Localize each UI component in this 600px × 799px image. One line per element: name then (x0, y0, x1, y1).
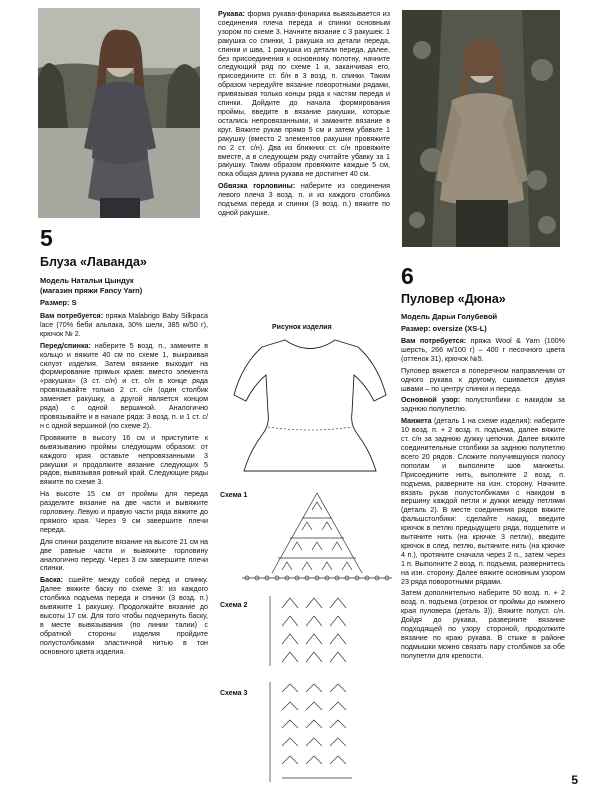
section-6-body (401, 337, 565, 664)
paragraph-text: Провяжите в высоту 16 см и приступите к вывязыванию проймы следующим образом: от каждого края оставьте непровязанными 3 ракушки и продолжите вязание следующих 5 рядов, вывязывая ровный край. Следующие ряды вяжите по схеме 3. (40, 433, 208, 487)
paragraph (40, 434, 208, 487)
paragraph (40, 490, 208, 535)
paragraph-lead: Вам потребуется: (40, 312, 104, 320)
paragraph-text: Пуловер вяжется в поперечном направлении от одного рукава к другому, сшивается двумя швами – по центру спинки и переда. (401, 366, 565, 393)
paragraph-lead: Манжета (401, 417, 432, 426)
paragraph-text: полустолбики с накидом за заднюю полупетлю. (401, 396, 565, 414)
paragraph-text: пряжа Wool & Yarn (100% шерсть, 266 м/100 г) – 400 г песочного цвета (оттенок 31), крючок №5. (401, 337, 565, 363)
paragraph (401, 396, 565, 414)
paragraph-text: (деталь 1 на схеме изделия): наберите 10 возд. п. + 2 возд. п. подъема, далее вяжите ст. с/н за заднюю дужку цепочки. Далее вяжите соединительные столбики за заднюю полупетлю всего 20 рядов. Сложите получившуюся полосу пополам и выполните шов манжеты. Присоедините нить, выполните 2 возд. п. подъема, разверните на изн. сторону. Начните вязать рукав полустолбиками с накидом в вершину каждой петли и дужки между петлями (деталь 2). В месте соединения рядов вяжите фальшстолбики: сделайте накид, введите крючок в петлю предыдущего ряда, подцепите и вытяните нить (на крючке 3 петли), введите крючок в след. петлю, вытяните нить (на крючке 4 п.), протяните сначала через 2 п., затем через 1 п. Выполните 2 возд. п. подъема, развернитесь на изн. сторону. Далее вяжите основным узором 23 ряда поворотными рядами. (401, 417, 565, 586)
paragraph (40, 576, 208, 656)
photo-lavender-blouse (38, 8, 200, 218)
section-6-model: Модель Дарьи Голубевой (401, 312, 498, 321)
photo-dune-pullover (402, 10, 560, 247)
paragraph (40, 342, 208, 431)
figure-title: Рисунок изделия (272, 324, 332, 331)
section-6-number: 6 (401, 263, 414, 289)
garment-sketch (230, 335, 390, 475)
paragraph (40, 538, 208, 574)
paragraph-lead: Обвязка горловины: (218, 182, 296, 191)
photo-lavender-blouse-art (38, 8, 200, 218)
paragraph-text: форма рукава-фонарика вывязывается из соединения плеча переда и спинки основным узором по схеме 3. Начните вязание с 3 ракушек: 1 ракушка со спинки, 1 ракушка из детали переда, спинки и шва, 1 ракушка из детали переда, далее, без присоединения к основному полотну, начните следующий ряд по схеме 1 и, заканчивая его, присоедините ст. б/н в 3 возд. п. спинки. Таким образом чередуйте вязание поворотными рядами, привязывая только концы ряда к частям переда и спинки. Дойдите до начала формирования проймы, введите в вязание ракушки, которые остались непровязанными, и замкните вязание в круг. Вяжите рукав прямо 5 см и затем убавьте 1 ракушку (вместо 2 элементов ракушки провяжите по 2 ст. с/н). Два из ближних ст. с/н провяжите вместе, а в следующем ряду считайте убавку за 1 ракушку. Таким образом провяжите каждые 5 см, пока общая длина рукава не достигнет 40 см. (218, 10, 390, 179)
size-value: S (71, 298, 77, 307)
size-label: Размер: (401, 324, 431, 333)
section-6-size (401, 324, 487, 333)
size-value: oversize (XS-L) (432, 324, 487, 333)
paragraph (401, 417, 565, 586)
section-6-title: Пуловер «Дюна» (401, 292, 506, 306)
paragraph (40, 312, 208, 339)
schema-2-label: Схема 2 (220, 602, 248, 609)
paragraph-text: наберите 5 возд. п., замкните в кольцо и вяжите 40 см по схеме 1, выкраивая силуэт изделия. Затем вязание выходит на формирование прямых краев: вместо элемента «ракушка» (3 ст. с/н) и ст. с/н в конце ряда провязывайте только 2 ст. с/н (один столбик заменяет ракушку, а другой является концом ряда) с одной вершиной. Аналогично провязывайте и в начале ряда: 3 возд. п. и 1 ст. с/н с одной вершиной (по схеме 2). (40, 341, 208, 430)
section-5-model: Модель Натальи Цындук (40, 276, 134, 285)
paragraph-text: На высоте 15 см от проймы для переда разделите вязание на две части и вывяжите горловину. Левую и правую части ряда вяжите до прямого края. Через 9 см завершите плечи переда. (40, 490, 208, 534)
paragraph-text: пряжа Malabrigo Baby Silkpaca lace (70% беби альпака, 30% шелк, 385 м/50 г), крючок № 2. (40, 312, 208, 338)
size-label: Размер: (40, 298, 70, 307)
schema-1-chart (232, 488, 402, 583)
schema-2-chart (262, 596, 362, 666)
section-5-number: 5 (40, 225, 53, 251)
section-5-body (40, 312, 208, 660)
paragraph-text: Затем дополнительно наберите 50 возд. п. + 2 возд. п. подъема (отрезок от проймы до нижнего края пуловера (деталь 3)). Вяжите полуст. с/н. Дойдя до рукава, разверните вязание подходящей по узору стороной, продолжите вязание по краю рукава. В стыке в районе подмышки можно связать пару столбиков за обе полупетли для крепости. (401, 589, 565, 660)
paragraph-lead: Вам потребуется: (401, 337, 467, 345)
section-5-size (40, 298, 77, 307)
photo-dune-pullover-art (402, 10, 560, 247)
paragraph-text: сшейте между собой перед и спинку. Далее вяжите баску по схеме 3: из каждого столбика подъема переда и спинки (3 возд. п.) вывяжите 1 ракушку. Продолжайте вязание до высоты 17 см. Для того чтобы подчеркнуть баску, в месте вывязывания (по линии талии) с обратной стороны изделия пройдите полустолбиками эластичной нитью в тон основного цвета изделия. (40, 576, 208, 656)
page-number: 5 (571, 773, 578, 787)
paragraph-text: наберите из соединения левого плеча 3 возд. п. и из каждого столбика подъема переда и спинки (3 возд. п.) вяжите по одной ракушке. (218, 182, 390, 217)
paragraph (401, 589, 565, 660)
paragraph-lead: Рукава: (218, 10, 245, 18)
paragraph-lead: Перед/спинка: (40, 341, 91, 350)
paragraph (401, 367, 565, 394)
section-5-shop: (магазин пряжи Fancy Yarn) (40, 286, 143, 295)
schema-3-label: Схема 3 (220, 690, 248, 697)
paragraph-text: Для спинки разделите вязание на высоте 21 см на две равные части и вывяжите горловину аналогично переду. Через 3 см завершите плечи спинки. (40, 537, 208, 573)
paragraph-lead: Баска: (40, 576, 63, 585)
paragraph (218, 10, 390, 179)
schema-3-chart (262, 682, 372, 782)
middle-column-text (218, 10, 390, 221)
paragraph (401, 337, 565, 364)
schema-1-label: Схема 1 (220, 492, 248, 499)
paragraph-lead: Основной узор: (401, 396, 461, 405)
paragraph (218, 182, 390, 218)
section-5-title: Блуза «Лаванда» (40, 255, 147, 269)
